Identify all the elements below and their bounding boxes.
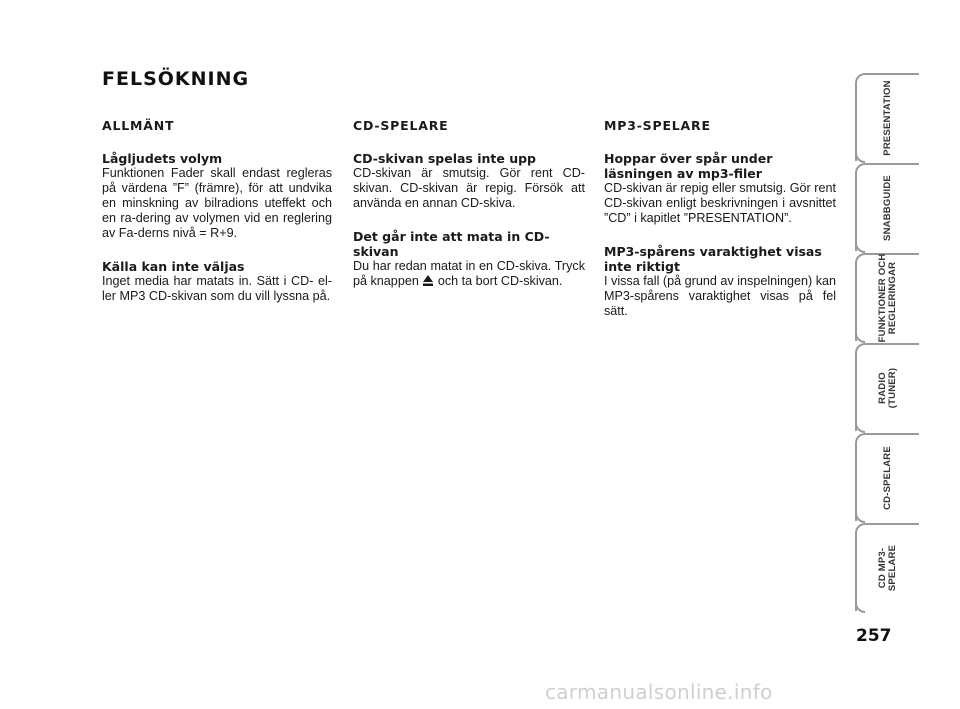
page-number: 257 xyxy=(856,626,892,646)
issue-title: Källa kan inte väljas xyxy=(102,259,245,274)
section-heading-general: ALLMÄNT xyxy=(102,118,175,133)
issue-duration-wrong xyxy=(604,244,836,319)
issue-text-before: Du har redan matat in en CD-skiva. Tryck på knappen xyxy=(353,259,585,288)
issue-title: Lågljudets volym xyxy=(102,151,223,166)
issue-cd-not-playing xyxy=(353,151,585,211)
issue-text: Inget media har matats in. Sätt i CD- el-ler MP3 CD-skivan som du vill lyssna på. xyxy=(102,274,332,303)
issue-title: CD-skivan spelas inte upp xyxy=(353,151,537,166)
issue-title: MP3-spårens varaktighet visas inte riktigt xyxy=(604,244,822,274)
issue-text: Funktionen Fader skall endast regleras på värdena ”F” (främre), för att undvika en minskning av bilradions uteffekt och en ra-dering av volymen vid en reglering av Fa-derns nivå = R+9. xyxy=(102,166,332,240)
tab-label: CD MP3- SPELARE xyxy=(877,544,898,592)
column-mp3-player xyxy=(604,118,836,337)
tab-functions-settings[interactable] xyxy=(855,253,919,341)
issue-text xyxy=(353,259,585,289)
section-heading-cd-player: CD-SPELARE xyxy=(353,118,449,133)
eject-icon xyxy=(423,275,433,286)
tab-label: SNABBGUIDE xyxy=(882,175,893,241)
tab-quick-guide[interactable] xyxy=(855,163,919,251)
issue-skips-tracks xyxy=(604,151,836,226)
page-title: FELSÖKNING xyxy=(102,68,250,90)
issue-source-not-selectable xyxy=(102,259,332,304)
tab-label: FUNKTIONER OCH REGLERINGAR xyxy=(877,253,898,343)
tab-label: RADIO (TUNER) xyxy=(877,367,898,409)
issue-text-after: och ta bort CD-skivan. xyxy=(437,274,563,288)
tab-cd-player[interactable] xyxy=(855,433,919,521)
issue-text: CD-skivan är repig eller smutsig. Gör rent CD-skivan enligt beskrivningen i avsnittet ”CD” i kapitlet ”PRESENTATION”. xyxy=(604,181,836,225)
watermark: carmanualsonline.info xyxy=(545,680,773,704)
tab-radio-tuner[interactable] xyxy=(855,343,919,431)
tab-cd-mp3-player[interactable] xyxy=(855,523,919,611)
issue-title: Hoppar över spår under läsningen av mp3-filer xyxy=(604,151,773,181)
column-cd-player xyxy=(353,118,585,307)
tab-presentation[interactable] xyxy=(855,73,919,161)
issue-cd-cannot-insert xyxy=(353,229,585,289)
issue-text: I vissa fall (på grund av inspelningen) kan MP3-spårens varaktighet visas på fel sätt. xyxy=(604,274,836,318)
column-general xyxy=(102,118,332,322)
tab-label: CD-SPELARE xyxy=(882,446,893,510)
tab-label: PRESENTATION xyxy=(882,80,893,156)
issue-text: CD-skivan är smutsig. Gör rent CD-skivan. CD-skivan är repig. Försök att använda en annan CD-skiva. xyxy=(353,166,585,210)
issue-title: Det går inte att mata in CD-skivan xyxy=(353,229,550,259)
issue-low-volume xyxy=(102,151,332,241)
section-heading-mp3-player: MP3-SPELARE xyxy=(604,118,711,133)
